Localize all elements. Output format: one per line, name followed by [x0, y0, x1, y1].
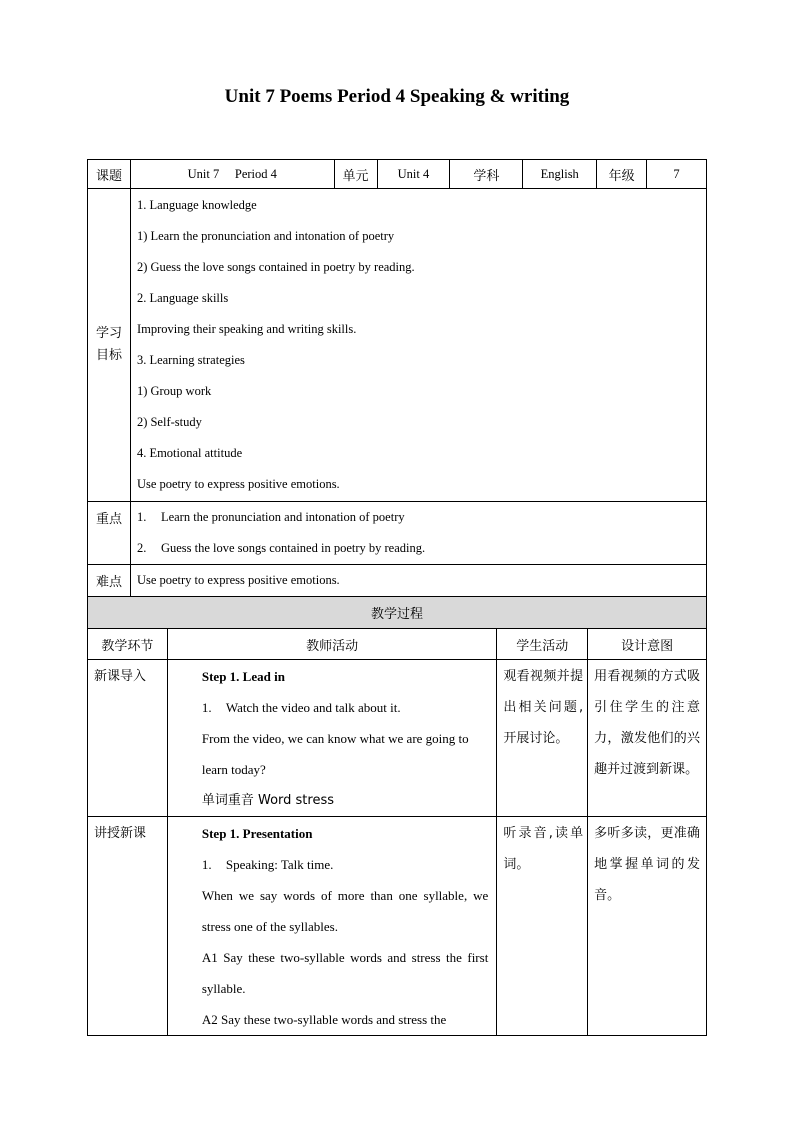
- objective-line: 1) Learn the pronunciation and intonation of poetry: [136, 229, 395, 243]
- step-paragraph: From the video, we can know what we are going to learn today?: [201, 731, 469, 777]
- student-cell: 听录音,读单词。: [497, 817, 588, 1036]
- student-cell: 观看视频并提出相关问题,开展讨论。: [497, 660, 588, 817]
- key-points-label: 重点: [88, 502, 131, 565]
- intent-cell: 多听多读，更准确地掌握单词的发音。: [588, 817, 707, 1036]
- objective-line: Improving their speaking and writing skills.: [136, 322, 357, 336]
- step-extra: 单词重音 Word stress: [201, 793, 335, 808]
- intent-cell: 用看视频的方式吸引住学生的注意力，激发他们的兴趣并过渡到新课。: [588, 660, 707, 817]
- objective-line: 1) Group work: [136, 384, 212, 398]
- course-value: Unit 7 Period 4: [130, 160, 334, 189]
- teaching-process-table: [87, 596, 707, 1036]
- course-label: 课题: [88, 160, 131, 189]
- step-heading: Step 1. Presentation: [201, 826, 313, 841]
- grade-value: 7: [647, 160, 707, 189]
- objective-line: 2) Guess the love songs contained in poetry by reading.: [136, 260, 415, 274]
- key-points-content: [130, 502, 706, 565]
- objectives-row: [88, 189, 707, 502]
- objective-line: 2. Language skills: [136, 291, 229, 305]
- unit-label: 单元: [334, 160, 377, 189]
- step-heading: Step 1. Lead in: [201, 669, 285, 684]
- stage-cell: 讲授新课: [88, 817, 168, 1036]
- objectives-label-line: 学习: [95, 326, 122, 341]
- objectives-label: [88, 189, 131, 502]
- unit-value: Unit 4: [377, 160, 450, 189]
- objectives-label-line: 目标: [95, 348, 122, 363]
- teacher-cell: [167, 817, 496, 1036]
- step-item: 1. Speaking: Talk time.: [201, 857, 334, 872]
- process-header-row: [88, 629, 707, 660]
- key-point-item: 1. Learn the pronunciation and intonation of poetry: [136, 510, 405, 524]
- header-teacher: 教师活动: [167, 629, 496, 660]
- objective-line: 3. Learning strategies: [136, 353, 245, 367]
- document-title: Unit 7 Poems Period 4 Speaking & writing: [224, 86, 570, 107]
- process-row-presentation: [88, 817, 707, 1036]
- difficulties-row: [88, 565, 707, 597]
- grade-label: 年级: [597, 160, 647, 189]
- step-item: 1. Watch the video and talk about it.: [201, 700, 401, 715]
- header-student: 学生活动: [497, 629, 588, 660]
- header-intent: 设计意图: [588, 629, 707, 660]
- objectives-content: [130, 189, 706, 502]
- step-paragraph: When we say words of more than one syllable, we stress one of the syllables.: [201, 888, 489, 934]
- teacher-cell: [167, 660, 496, 817]
- key-point-item: 2. Guess the love songs contained in poetry by reading.: [136, 541, 426, 555]
- process-row-lead-in: [88, 660, 707, 817]
- key-points-row: [88, 502, 707, 565]
- exercise-a1: A1 Say these two-syllable words and stress the first syllable.: [201, 950, 489, 996]
- lesson-info-table: [87, 159, 707, 597]
- stage-cell: 新课导入: [88, 660, 168, 817]
- objective-line: 4. Emotional attitude: [136, 446, 243, 460]
- objective-line: 1. Language knowledge: [136, 198, 257, 212]
- objective-line: 2) Self-study: [136, 415, 202, 429]
- subject-label: 学科: [450, 160, 523, 189]
- difficulties-text: Use poetry to express positive emotions.: [130, 565, 706, 597]
- difficulties-label: 难点: [88, 565, 131, 597]
- subject-value: English: [523, 160, 597, 189]
- process-band-header: 教学过程: [88, 597, 707, 629]
- objective-line: Use poetry to express positive emotions.: [136, 477, 340, 491]
- header-stage: 教学环节: [88, 629, 168, 660]
- exercise-a2: A2 Say these two-syllable words and stress the: [201, 1012, 447, 1027]
- info-row: [88, 160, 707, 189]
